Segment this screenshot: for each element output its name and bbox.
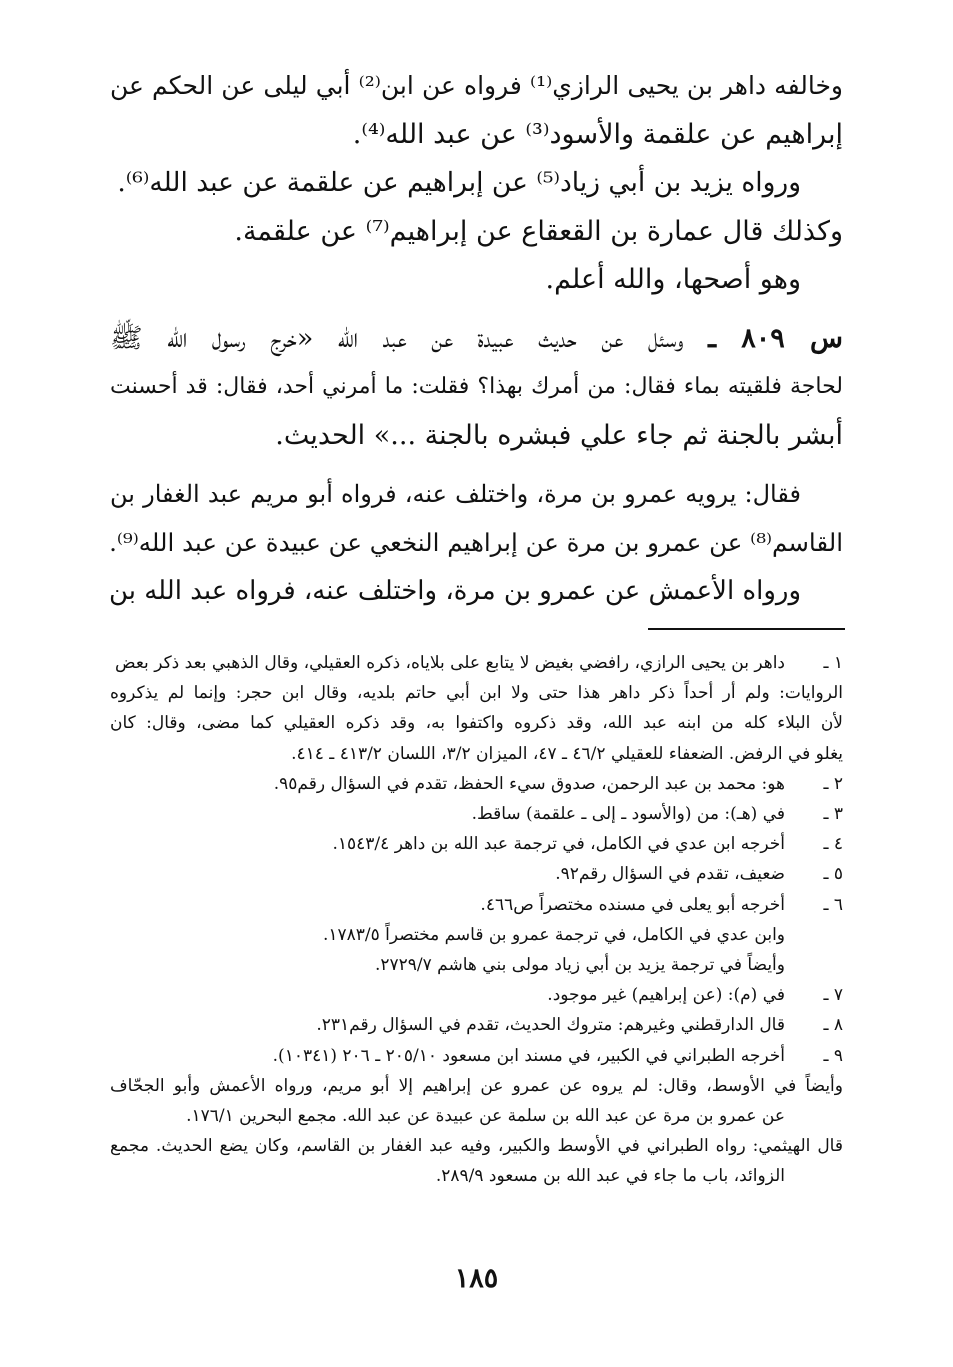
footnotes [110, 648, 843, 1192]
footnote-number: ٤ ـ [823, 834, 843, 855]
footnote-text: أخرجه الطبراني في الكبير، في مسند ابن مسعود ٢٠٥/١٠ ـ ٢٠٦ (١٠٣٤١). [272, 1045, 785, 1066]
footnote-continuation: الروايات: ولم أر أحداً ذكر داهر هذا حتى ولا ابن أبي حاتم بلديه، وقال ابن حجر: وإنما لم يذكروه [110, 683, 843, 704]
footnote-continuation: وأيضاً في ترجمة يزيد بن أبي زياد مولى بني هاشم ٢٧٢٩/٧. [374, 955, 785, 976]
footnote-6 [110, 890, 843, 920]
footnote-5 [110, 859, 843, 889]
footnote-number: ٥ ـ [823, 864, 843, 885]
footnote-3 [110, 799, 843, 829]
text-line: ورواه الأعمش عن عمرو بن مرة، واختلف عنه، فرواه عبد الله بن [108, 576, 801, 606]
footnote-continuation: الزوائد، باب ما جاء في عبد الله بن مسعود ٢٨٩/٩. [435, 1166, 785, 1187]
footnote-continuation: يغلو في الرفض. الضعفاء للعقيلي ٤٦/٢ ـ ٤٧، الميزان ٣/٢، اللسان ٤١٣/٢ ـ ٤١٤. [291, 743, 843, 764]
footnote-continuation: وأيضاً في الأوسط، وقال: لم يروه عن عمرو عن إبراهيم إلا أبو مريم، ورواه الأعمش وأبو الجحّاف [110, 1075, 843, 1096]
footnote-4 [110, 829, 843, 859]
footnote-2 [110, 769, 843, 799]
text-line: وهو أصحها، والله أعلم. [545, 264, 801, 295]
text-line: إبراهيم عن علقمة والأسود⁽³⁾ عن عبد الله⁽⁴⁾. [352, 118, 843, 150]
footnote-number: ٨ ـ [823, 1015, 843, 1036]
footnote-text: هو: محمد بن عبد الرحمن، صدوق سيء الحفظ، تقدم في السؤال رقم٩٥. [273, 773, 785, 794]
footnote-text: في (م): (عن إبراهيم) غير موجود. [547, 985, 785, 1006]
footnote-continuation: لأن البلاء كله من ابنه عبد الله، وقد ذكروه واكتفوا به، وقد ذكره العقيلي كما مضى، وقال: كان [110, 713, 843, 734]
footnote-number: ٢ ـ [823, 773, 843, 794]
footnote-separator [648, 628, 845, 630]
footnote-1 [110, 648, 843, 678]
footnote-number: ٧ ـ [823, 985, 843, 1006]
footnote-number: ١ ـ [823, 653, 843, 673]
footnote-number: ٦ ـ [823, 894, 843, 915]
text-line: القاسم⁽⁸⁾ عن عمرو بن مرة عن إبراهيم النخعي عن عبيدة عن عبد الله⁽⁹⁾. [109, 527, 843, 557]
question-text: وسئل عن حديث عبيدة عن عبد الله «خرج رسول الله ﷺ [110, 322, 684, 354]
text-line: أبشر بالجنة ثم جاء علي فبشره بالجنة ...» الحديث. [275, 419, 843, 451]
footnote-text: داهر بن يحيى الرازي، رافضي بغيض لا يتابع على بلاياه، ذكره العقيلي، وقال الذهبي بعد ذكر بعض [115, 653, 785, 673]
text-line: لحاجة فلقيته بماء فقال: من أمرك بهذا؟ فقلت: ما أمرني أحد، فقال: قد أحسنت [110, 374, 843, 399]
footnote-text: قال الدارقطني وغيرهم: متروك الحديث، تقدم في السؤال رقم٢٣١. [316, 1015, 785, 1036]
footnote-text: في (هـ): من (والأسود ـ إلى ـ علقمة) ساقط. [471, 804, 785, 825]
footnote-number: ٩ ـ [823, 1045, 843, 1066]
text-line: وخالفه داهر بن يحيى الرازي⁽¹⁾ فرواه عن ابن⁽²⁾ أبي ليلى عن الحكم عن [110, 71, 843, 100]
text-line: فقال: يرويه عمرو بن مرة، واختلف عنه، فرواه أبو مريم عبد الغفار بن [110, 480, 801, 508]
footnote-continuation: قال الهيثمي: رواه الطبراني في الأوسط والكبير، وفيه عبد الغفار بن القاسم، وكان يضع الحديث. مجمع [110, 1136, 843, 1157]
footnote-7 [110, 980, 843, 1010]
question-line [110, 315, 843, 364]
footnote-continuation: وابن عدي في الكامل، في ترجمة عمرو بن قاسم مختصراً ١٧٨٣/٥. [322, 924, 785, 945]
page-number: ١٨٥ [454, 1263, 499, 1294]
footnote-number: ٣ ـ [823, 804, 843, 825]
footnote-continuation: عن عمرو بن مرة عن عبد الله بن سلمة عن عبيدة عن عبد الله. مجمع البحرين ١٧٦/١. [186, 1106, 785, 1127]
main-text [110, 62, 843, 616]
footnote-text: أخرجه ابن عدي في الكامل، في ترجمة عبد الله بن داهر ١٥٤٣/٤. [332, 834, 785, 855]
text-line: وكذلك قال عمارة بن القعقاع عن إبراهيم⁽⁷⁾ عن علقمة. [234, 215, 843, 247]
footnote-9 [110, 1041, 843, 1071]
footnote-8 [110, 1010, 843, 1040]
footnote-text: أخرجه أبو يعلى في مسنده مختصراً ص٤٦٦. [480, 894, 785, 915]
text-line: ورواه يزيد بن أبي زياد⁽⁵⁾ عن إبراهيم عن علقمة عن عبد الله⁽⁶⁾. [117, 167, 801, 198]
footnote-text: ضعيف، تقدم في السؤال رقم٩٢. [555, 864, 785, 885]
question-label: س ٨٠٩ ـ [708, 322, 844, 354]
